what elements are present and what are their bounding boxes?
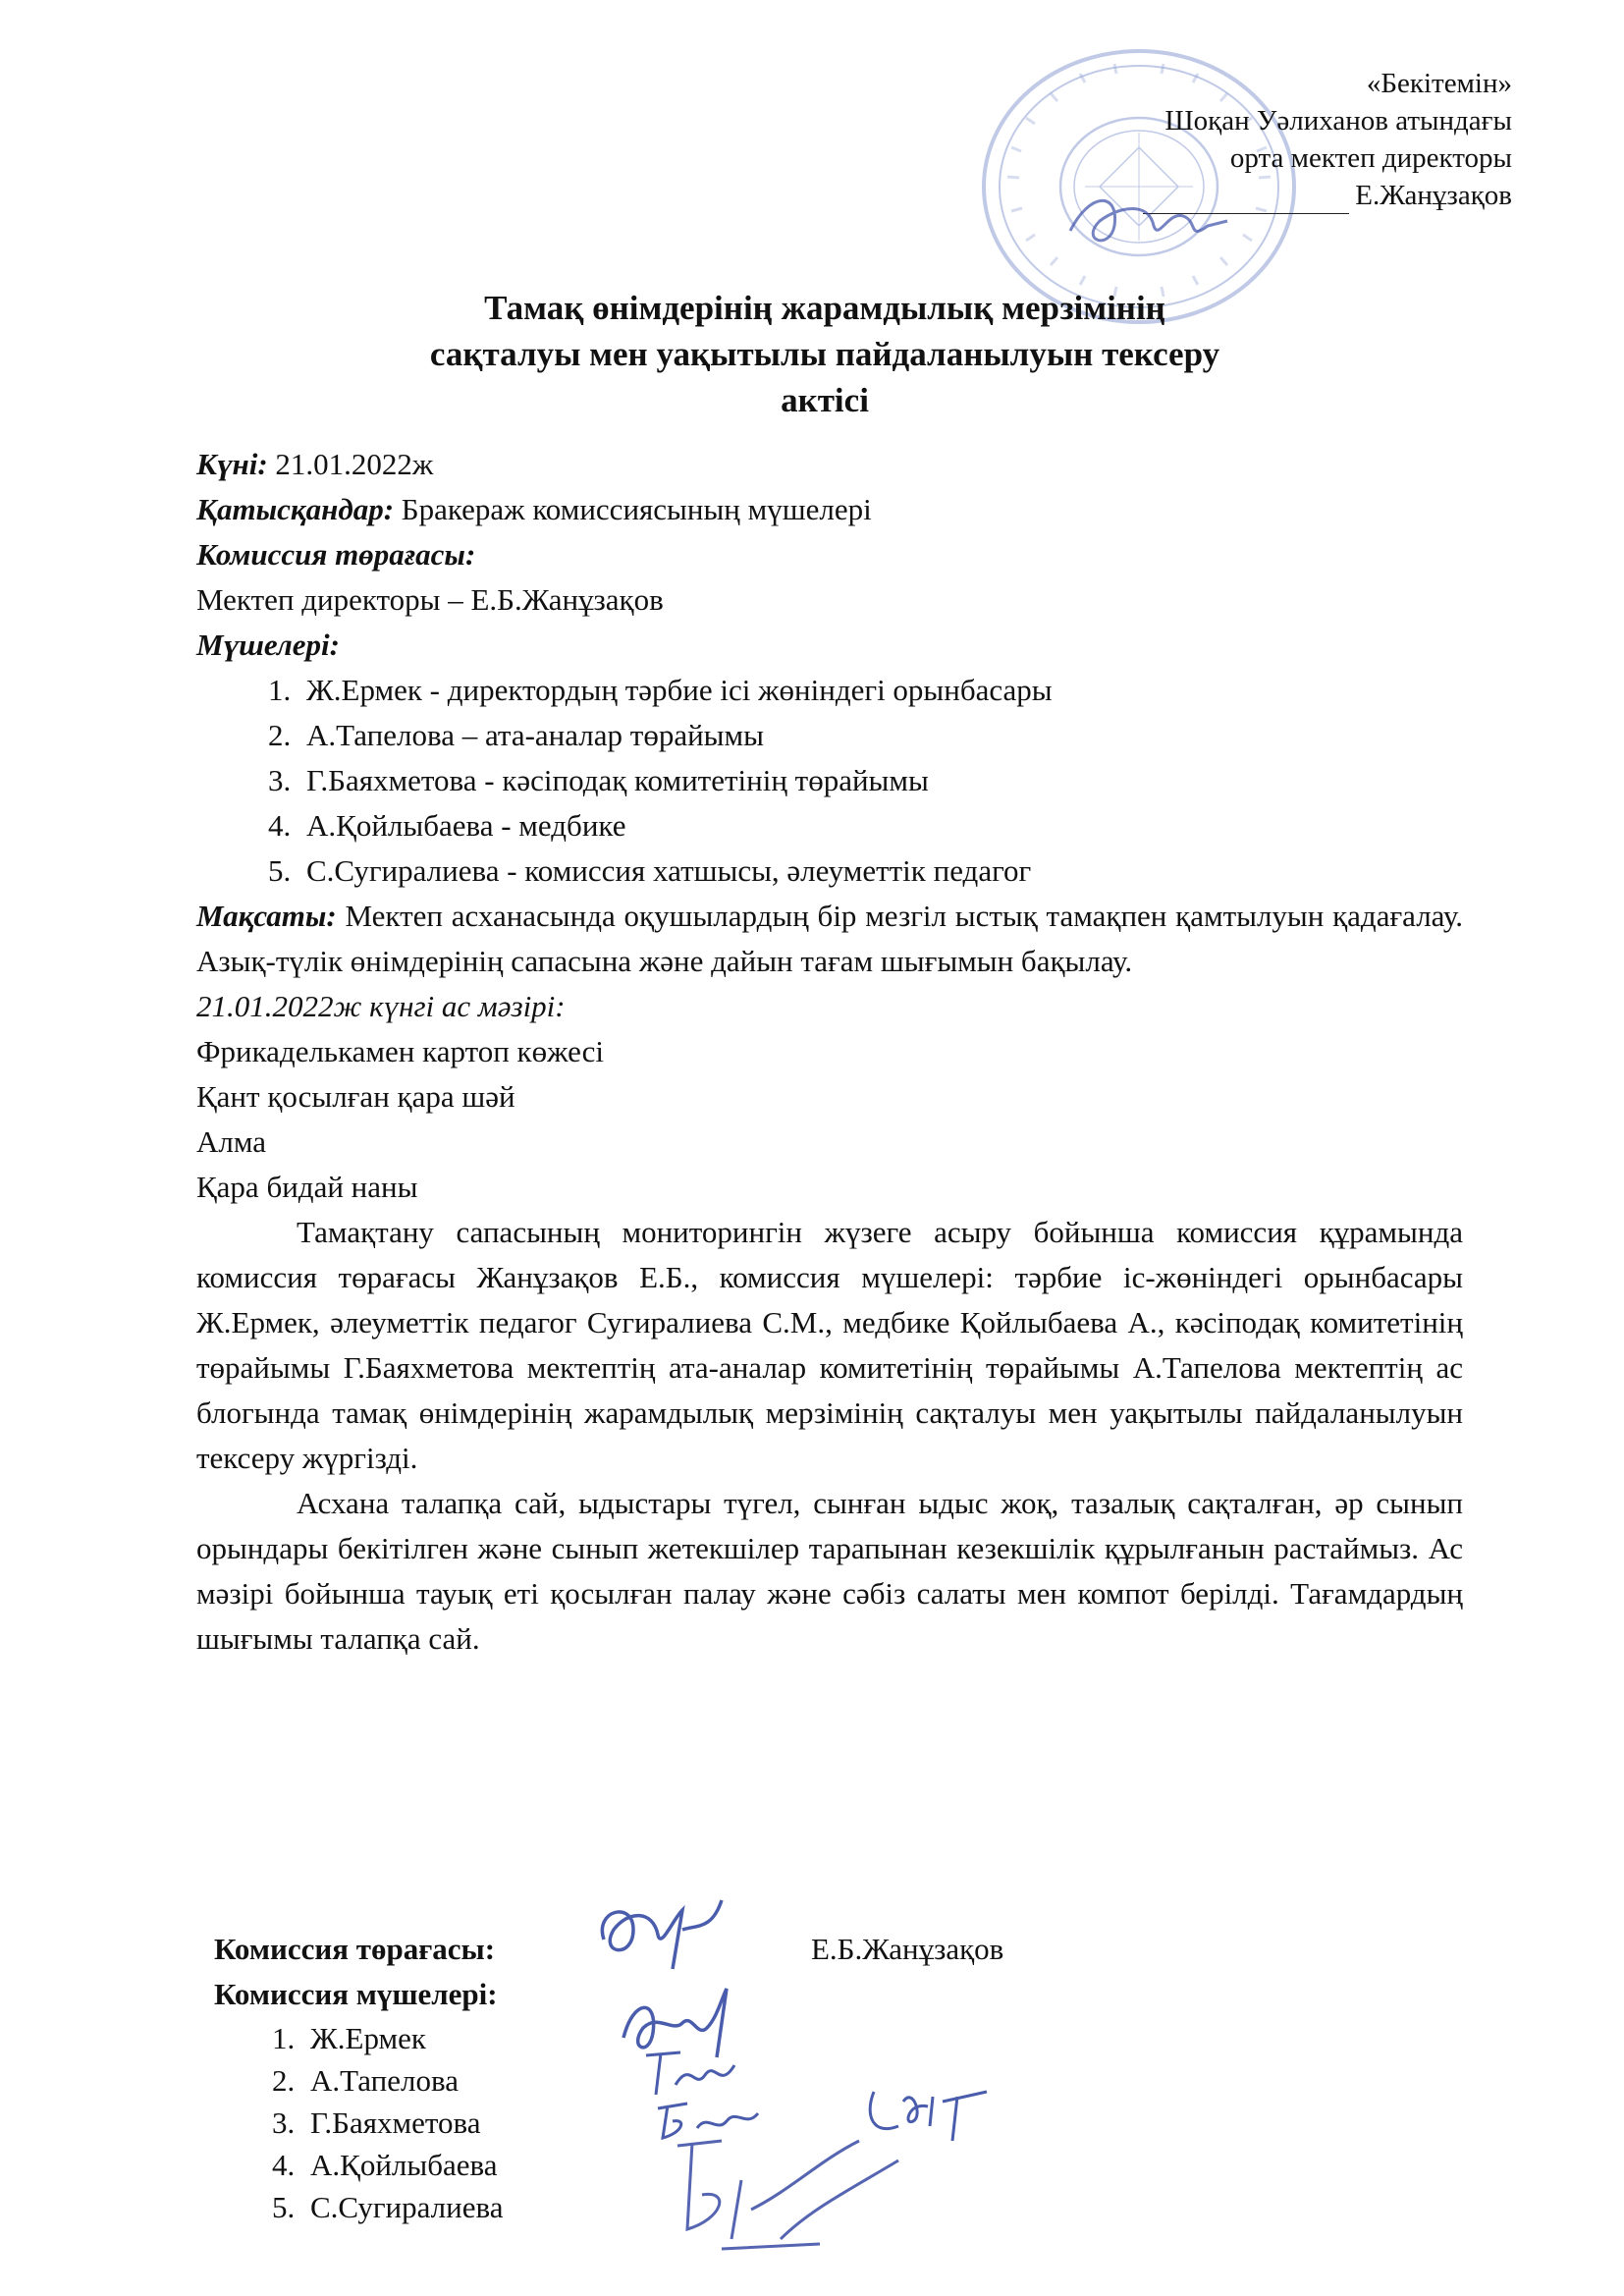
signoff-chair-label: Комиссия төрағасы: (214, 1932, 496, 1966)
menu-item: Қант қосылған қара шәй (196, 1079, 515, 1114)
goal-text: Мектеп асханасында оқушылардың бір мезгіл ыстық тамақпен қамтылуын қадағалау. Азық-түлік өнімдерінің сапасына және дайын тағам шығымын бақылау. (196, 899, 1463, 978)
signoff-members-label: Комиссия мүшелері: (214, 1977, 498, 2011)
list-item: 2. А.Тапелова – ата-аналар төрайымы (298, 713, 1463, 758)
goal-paragraph (196, 894, 1463, 984)
list-item: 4. А.Қойлыбаева - медбике (298, 803, 1463, 848)
menu-heading: 21.01.2022ж күнгі ас мәзірі: (196, 989, 566, 1023)
document-body (196, 442, 1463, 1662)
menu-item: Алма (196, 1124, 267, 1159)
approval-school-name: Шоқан Уәлиханов атындағы (1164, 105, 1512, 137)
list-item: 1. Ж.Ермек (302, 2017, 1392, 2059)
list-item: 4. А.Қойлыбаева (302, 2144, 1392, 2186)
list-item: 2. А.Тапелова (302, 2059, 1392, 2102)
title-line-3: актісі (781, 381, 869, 419)
members-list (196, 668, 1463, 894)
members-label: Мүшелері: (196, 628, 340, 662)
approval-position: орта мектеп директоры (1229, 142, 1512, 174)
list-item: 3. Г.Баяхметова - кәсіподақ комитетінің төрайымы (298, 758, 1463, 803)
date-value: 21.01.2022ж (275, 447, 434, 481)
document-title (196, 285, 1453, 423)
approval-heading: «Бекітемін» (1366, 68, 1512, 99)
member-signature-5 (663, 2121, 918, 2269)
chair-signature (584, 1881, 731, 1989)
title-line-1: Тамақ өнімдерінің жарамдылық мерзімінің (484, 289, 1165, 327)
participants-label: Қатысқандар: (196, 492, 395, 526)
list-item: 3. Г.Баяхметова (302, 2102, 1392, 2144)
chair-label: Комиссия төрағасы: (196, 537, 476, 572)
chair-value: Мектеп директоры – Е.Б.Жанұзақов (196, 582, 664, 617)
paragraph-findings: Асхана талапқа сай, ыдыстары түгел, сынған ыдыс жоқ, тазалық сақталған, әр сынып орындары бекітілген және сынып жетекшілер тарапынан кезекшілік құрылғанын растаймыз. Ас мәзірі бойынша тауық еті қосылған палау және сәбіз салаты мен компот берілді. Тағамдардың шығымы талапқа сай. (196, 1486, 1463, 1656)
list-item: 5. С.Сугиралиева - комиссия хатшысы, әлеуметтік педагог (298, 848, 1463, 894)
list-item: 5. С.Сугиралиева (302, 2186, 1392, 2228)
menu-item: Қара бидай наны (196, 1170, 418, 1204)
paragraph-inspection: Тамақтану сапасының мониторингін жүзеге асыру бойынша комиссия құрамында комиссия төрағасы Жанұзақов Е.Б., комиссия мүшелері: тәрбие іс-жөніндегі орынбасары Ж.Ермек, әлеуметтік педагог Сугиралиева С.М., медбике Қойлыбаева А., кәсіподақ комитетінің төрайымы Г.Баяхметова мектептің ата-аналар комитетінің төрайымы А.Тапелова мектептің ас блогында тамақ өнімдерінің жарамдылық мерзімінің сақталуы мен уақытылы пайдаланылуын тексеру жүргізді. (196, 1215, 1463, 1475)
participants-row (196, 487, 1463, 532)
date-label: Күні: (196, 447, 268, 481)
participants-value: Бракераж комиссиясының мүшелері (401, 492, 872, 526)
director-signature (1060, 182, 1237, 260)
menu-item: Фрикаделькамен картоп көжесі (196, 1034, 605, 1068)
signoff-chair-name: Е.Б.Жанұзақов (811, 1932, 1004, 1966)
goal-label: Мақсаты: (196, 899, 337, 933)
date-row (196, 442, 1463, 487)
title-line-2: сақталуы мен уақытылы пайдаланылуын тексеру (429, 335, 1220, 373)
list-item: 1. Ж.Ермек - директордың тәрбие ісі жөніндегі орынбасары (298, 668, 1463, 713)
approval-director-name: Е.Жанұзақов (1355, 180, 1512, 211)
